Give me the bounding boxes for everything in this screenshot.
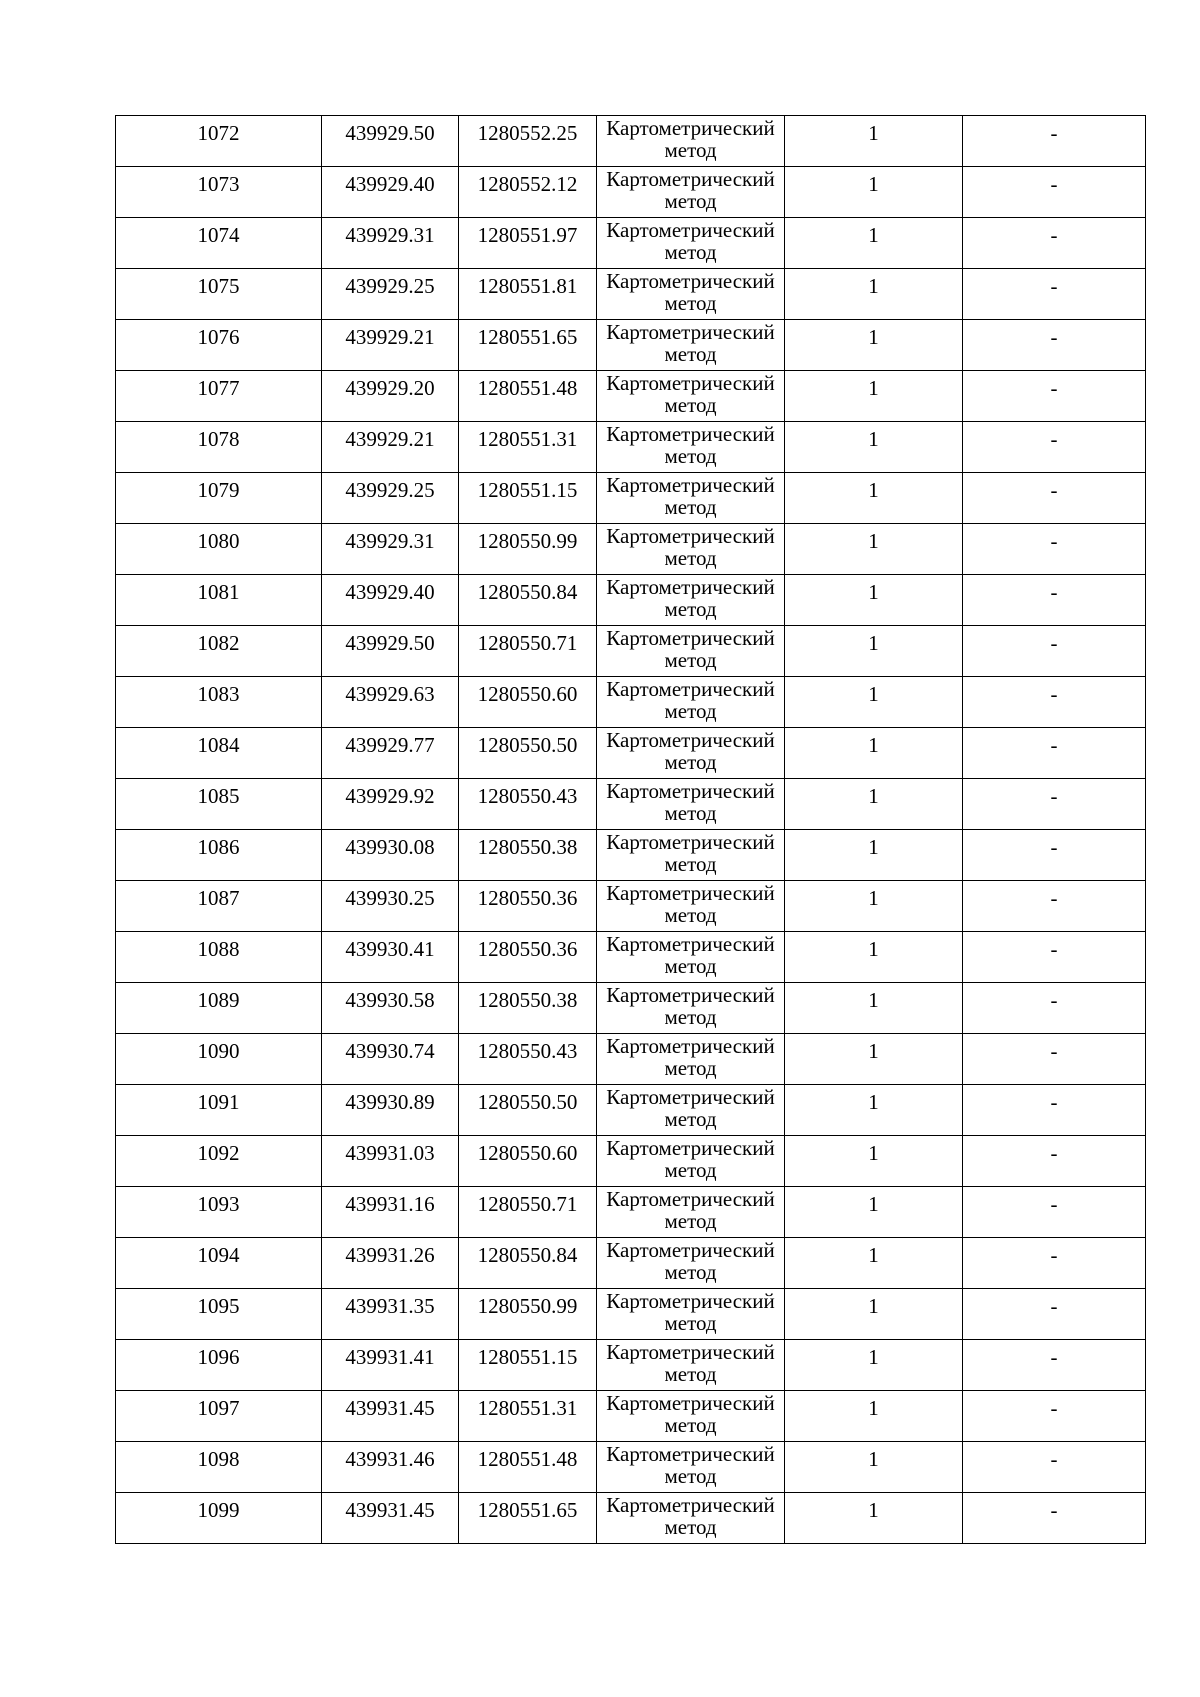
table-row	[116, 881, 1146, 932]
method-cell	[597, 626, 785, 677]
method-line-1: Картометрический	[606, 830, 775, 854]
y-coordinate-cell: 1280550.99	[459, 524, 597, 575]
note-cell: -	[963, 1085, 1146, 1136]
y-coordinate-cell: 1280550.71	[459, 626, 597, 677]
note-cell: -	[963, 1289, 1146, 1340]
x-coordinate-cell: 439930.58	[322, 983, 459, 1034]
table-row	[116, 1136, 1146, 1187]
y-coordinate-cell: 1280551.97	[459, 218, 597, 269]
x-coordinate-cell: 439929.50	[322, 116, 459, 167]
accuracy-cell: 1	[785, 167, 963, 218]
method-line-2: метод	[664, 1158, 717, 1182]
x-coordinate-cell: 439929.31	[322, 218, 459, 269]
method-line-2: метод	[664, 852, 717, 876]
method-line-2: метод	[664, 801, 717, 825]
note-cell: -	[963, 116, 1146, 167]
x-coordinate-cell: 439931.41	[322, 1340, 459, 1391]
table-row	[116, 779, 1146, 830]
table-row	[116, 1187, 1146, 1238]
note-cell: -	[963, 677, 1146, 728]
y-coordinate-cell: 1280551.31	[459, 1391, 597, 1442]
y-coordinate-cell: 1280551.15	[459, 1340, 597, 1391]
point-number-cell: 1086	[116, 830, 322, 881]
method-cell	[597, 1238, 785, 1289]
y-coordinate-cell: 1280551.81	[459, 269, 597, 320]
method-cell	[597, 116, 785, 167]
accuracy-cell: 1	[785, 1136, 963, 1187]
table-row	[116, 830, 1146, 881]
method-line-2: метод	[664, 1362, 717, 1386]
method-cell	[597, 932, 785, 983]
method-line-1: Картометрический	[606, 779, 775, 803]
note-cell: -	[963, 473, 1146, 524]
method-line-2: метод	[664, 1209, 717, 1233]
accuracy-cell: 1	[785, 1289, 963, 1340]
x-coordinate-cell: 439930.25	[322, 881, 459, 932]
method-line-1: Картометрический	[606, 626, 775, 650]
point-number-cell: 1078	[116, 422, 322, 473]
y-coordinate-cell: 1280551.48	[459, 1442, 597, 1493]
method-line-2: метод	[664, 1056, 717, 1080]
note-cell: -	[963, 881, 1146, 932]
table-row	[116, 1442, 1146, 1493]
method-cell	[597, 1034, 785, 1085]
table-row	[116, 371, 1146, 422]
method-line-1: Картометрический	[606, 575, 775, 599]
y-coordinate-cell: 1280550.60	[459, 1136, 597, 1187]
point-number-cell: 1099	[116, 1493, 322, 1544]
x-coordinate-cell: 439930.89	[322, 1085, 459, 1136]
x-coordinate-cell: 439929.20	[322, 371, 459, 422]
note-cell: -	[963, 1391, 1146, 1442]
x-coordinate-cell: 439929.50	[322, 626, 459, 677]
accuracy-cell: 1	[785, 371, 963, 422]
x-coordinate-cell: 439929.92	[322, 779, 459, 830]
point-number-cell: 1073	[116, 167, 322, 218]
note-cell: -	[963, 167, 1146, 218]
point-number-cell: 1095	[116, 1289, 322, 1340]
y-coordinate-cell: 1280550.43	[459, 1034, 597, 1085]
table-row	[116, 116, 1146, 167]
method-line-1: Картометрический	[606, 422, 775, 446]
table-row	[116, 473, 1146, 524]
accuracy-cell: 1	[785, 830, 963, 881]
note-cell: -	[963, 1340, 1146, 1391]
method-line-1: Картометрический	[606, 1085, 775, 1109]
method-line-1: Картометрический	[606, 371, 775, 395]
method-line-2: метод	[664, 1413, 717, 1437]
method-line-1: Картометрический	[606, 881, 775, 905]
point-number-cell: 1079	[116, 473, 322, 524]
method-line-1: Картометрический	[606, 167, 775, 191]
y-coordinate-cell: 1280550.50	[459, 728, 597, 779]
accuracy-cell: 1	[785, 473, 963, 524]
method-cell	[597, 422, 785, 473]
x-coordinate-cell: 439931.03	[322, 1136, 459, 1187]
table-row	[116, 1238, 1146, 1289]
point-number-cell: 1097	[116, 1391, 322, 1442]
note-cell: -	[963, 1493, 1146, 1544]
y-coordinate-cell: 1280550.84	[459, 1238, 597, 1289]
method-line-1: Картометрический	[606, 677, 775, 701]
point-number-cell: 1085	[116, 779, 322, 830]
x-coordinate-cell: 439930.41	[322, 932, 459, 983]
note-cell: -	[963, 1238, 1146, 1289]
method-line-1: Картометрический	[606, 728, 775, 752]
table-row	[116, 1289, 1146, 1340]
method-line-1: Картометрический	[606, 1136, 775, 1160]
note-cell: -	[963, 1187, 1146, 1238]
point-number-cell: 1081	[116, 575, 322, 626]
method-cell	[597, 1289, 785, 1340]
method-cell	[597, 218, 785, 269]
accuracy-cell: 1	[785, 218, 963, 269]
point-number-cell: 1088	[116, 932, 322, 983]
note-cell: -	[963, 269, 1146, 320]
method-line-2: метод	[664, 546, 717, 570]
accuracy-cell: 1	[785, 983, 963, 1034]
table-row	[116, 728, 1146, 779]
point-number-cell: 1072	[116, 116, 322, 167]
method-cell	[597, 1085, 785, 1136]
table-row	[116, 1340, 1146, 1391]
method-line-2: метод	[664, 342, 717, 366]
point-number-cell: 1075	[116, 269, 322, 320]
note-cell: -	[963, 779, 1146, 830]
method-cell	[597, 1493, 785, 1544]
note-cell: -	[963, 728, 1146, 779]
method-line-2: метод	[664, 1005, 717, 1029]
method-line-2: метод	[664, 291, 717, 315]
accuracy-cell: 1	[785, 320, 963, 371]
method-line-2: метод	[664, 240, 717, 264]
x-coordinate-cell: 439929.40	[322, 575, 459, 626]
method-cell	[597, 524, 785, 575]
method-line-1: Картометрический	[606, 1034, 775, 1058]
point-number-cell: 1093	[116, 1187, 322, 1238]
x-coordinate-cell: 439931.35	[322, 1289, 459, 1340]
x-coordinate-cell: 439931.26	[322, 1238, 459, 1289]
y-coordinate-cell: 1280550.60	[459, 677, 597, 728]
method-cell	[597, 269, 785, 320]
table-row	[116, 932, 1146, 983]
coordinates-table-body	[116, 116, 1146, 1544]
y-coordinate-cell: 1280550.84	[459, 575, 597, 626]
table-row	[116, 269, 1146, 320]
method-line-2: метод	[664, 1260, 717, 1284]
method-line-2: метод	[664, 1107, 717, 1131]
method-line-2: метод	[664, 444, 717, 468]
table-row	[116, 167, 1146, 218]
table-row	[116, 1493, 1146, 1544]
accuracy-cell: 1	[785, 626, 963, 677]
method-line-1: Картометрический	[606, 983, 775, 1007]
accuracy-cell: 1	[785, 932, 963, 983]
method-cell	[597, 677, 785, 728]
accuracy-cell: 1	[785, 728, 963, 779]
accuracy-cell: 1	[785, 1085, 963, 1136]
method-line-1: Картометрический	[606, 1493, 775, 1517]
note-cell: -	[963, 1136, 1146, 1187]
method-line-2: метод	[664, 495, 717, 519]
x-coordinate-cell: 439929.40	[322, 167, 459, 218]
method-line-2: метод	[664, 393, 717, 417]
accuracy-cell: 1	[785, 881, 963, 932]
method-line-2: метод	[664, 750, 717, 774]
y-coordinate-cell: 1280550.71	[459, 1187, 597, 1238]
point-number-cell: 1091	[116, 1085, 322, 1136]
method-line-2: метод	[664, 903, 717, 927]
method-cell	[597, 779, 785, 830]
table-row	[116, 575, 1146, 626]
y-coordinate-cell: 1280551.65	[459, 320, 597, 371]
method-line-2: метод	[664, 648, 717, 672]
x-coordinate-cell: 439929.77	[322, 728, 459, 779]
y-coordinate-cell: 1280551.65	[459, 1493, 597, 1544]
note-cell: -	[963, 422, 1146, 473]
y-coordinate-cell: 1280550.38	[459, 983, 597, 1034]
accuracy-cell: 1	[785, 1187, 963, 1238]
note-cell: -	[963, 830, 1146, 881]
y-coordinate-cell: 1280551.15	[459, 473, 597, 524]
method-line-2: метод	[664, 1311, 717, 1335]
coordinates-table	[115, 115, 1146, 1544]
method-cell	[597, 575, 785, 626]
point-number-cell: 1074	[116, 218, 322, 269]
y-coordinate-cell: 1280550.43	[459, 779, 597, 830]
method-cell	[597, 320, 785, 371]
point-number-cell: 1082	[116, 626, 322, 677]
point-number-cell: 1092	[116, 1136, 322, 1187]
method-line-1: Картометрический	[606, 218, 775, 242]
x-coordinate-cell: 439931.46	[322, 1442, 459, 1493]
method-line-1: Картометрический	[606, 932, 775, 956]
note-cell: -	[963, 1442, 1146, 1493]
note-cell: -	[963, 320, 1146, 371]
point-number-cell: 1089	[116, 983, 322, 1034]
table-row	[116, 422, 1146, 473]
x-coordinate-cell: 439929.31	[322, 524, 459, 575]
x-coordinate-cell: 439930.08	[322, 830, 459, 881]
method-cell	[597, 728, 785, 779]
method-line-2: метод	[664, 189, 717, 213]
x-coordinate-cell: 439930.74	[322, 1034, 459, 1085]
method-line-1: Картометрический	[606, 320, 775, 344]
note-cell: -	[963, 218, 1146, 269]
table-row	[116, 677, 1146, 728]
method-line-2: метод	[664, 954, 717, 978]
accuracy-cell: 1	[785, 1493, 963, 1544]
method-cell	[597, 1136, 785, 1187]
method-line-2: метод	[664, 1515, 717, 1539]
accuracy-cell: 1	[785, 677, 963, 728]
method-cell	[597, 371, 785, 422]
x-coordinate-cell: 439931.16	[322, 1187, 459, 1238]
point-number-cell: 1090	[116, 1034, 322, 1085]
method-cell	[597, 1442, 785, 1493]
method-line-1: Картометрический	[606, 1442, 775, 1466]
y-coordinate-cell: 1280550.38	[459, 830, 597, 881]
method-line-2: метод	[664, 1464, 717, 1488]
method-line-1: Картометрический	[606, 269, 775, 293]
method-line-1: Картометрический	[606, 1289, 775, 1313]
method-line-2: метод	[664, 138, 717, 162]
x-coordinate-cell: 439929.25	[322, 473, 459, 524]
table-row	[116, 524, 1146, 575]
x-coordinate-cell: 439931.45	[322, 1391, 459, 1442]
accuracy-cell: 1	[785, 1391, 963, 1442]
point-number-cell: 1087	[116, 881, 322, 932]
accuracy-cell: 1	[785, 779, 963, 830]
method-line-1: Картометрический	[606, 1238, 775, 1262]
point-number-cell: 1084	[116, 728, 322, 779]
method-cell	[597, 1187, 785, 1238]
point-number-cell: 1077	[116, 371, 322, 422]
y-coordinate-cell: 1280552.25	[459, 116, 597, 167]
table-row	[116, 218, 1146, 269]
table-row	[116, 1391, 1146, 1442]
method-line-1: Картометрический	[606, 1340, 775, 1364]
table-row	[116, 1085, 1146, 1136]
y-coordinate-cell: 1280550.99	[459, 1289, 597, 1340]
accuracy-cell: 1	[785, 575, 963, 626]
method-line-2: метод	[664, 699, 717, 723]
note-cell: -	[963, 1034, 1146, 1085]
note-cell: -	[963, 575, 1146, 626]
y-coordinate-cell: 1280551.31	[459, 422, 597, 473]
x-coordinate-cell: 439929.25	[322, 269, 459, 320]
accuracy-cell: 1	[785, 116, 963, 167]
method-line-1: Картометрический	[606, 1187, 775, 1211]
x-coordinate-cell: 439929.21	[322, 320, 459, 371]
note-cell: -	[963, 626, 1146, 677]
accuracy-cell: 1	[785, 269, 963, 320]
y-coordinate-cell: 1280550.36	[459, 932, 597, 983]
table-row	[116, 320, 1146, 371]
method-line-1: Картометрический	[606, 1391, 775, 1415]
point-number-cell: 1083	[116, 677, 322, 728]
point-number-cell: 1080	[116, 524, 322, 575]
y-coordinate-cell: 1280550.50	[459, 1085, 597, 1136]
x-coordinate-cell: 439931.45	[322, 1493, 459, 1544]
table-row	[116, 626, 1146, 677]
method-cell	[597, 167, 785, 218]
point-number-cell: 1096	[116, 1340, 322, 1391]
note-cell: -	[963, 524, 1146, 575]
method-line-2: метод	[664, 597, 717, 621]
method-cell	[597, 1391, 785, 1442]
method-cell	[597, 881, 785, 932]
note-cell: -	[963, 371, 1146, 422]
table-row	[116, 983, 1146, 1034]
method-cell	[597, 473, 785, 524]
accuracy-cell: 1	[785, 524, 963, 575]
method-cell	[597, 830, 785, 881]
accuracy-cell: 1	[785, 1442, 963, 1493]
point-number-cell: 1076	[116, 320, 322, 371]
method-line-1: Картометрический	[606, 524, 775, 548]
y-coordinate-cell: 1280550.36	[459, 881, 597, 932]
y-coordinate-cell: 1280552.12	[459, 167, 597, 218]
accuracy-cell: 1	[785, 1238, 963, 1289]
method-line-1: Картометрический	[606, 473, 775, 497]
point-number-cell: 1094	[116, 1238, 322, 1289]
note-cell: -	[963, 932, 1146, 983]
accuracy-cell: 1	[785, 1340, 963, 1391]
note-cell: -	[963, 983, 1146, 1034]
accuracy-cell: 1	[785, 422, 963, 473]
x-coordinate-cell: 439929.63	[322, 677, 459, 728]
method-line-1: Картометрический	[606, 116, 775, 140]
method-cell	[597, 1340, 785, 1391]
accuracy-cell: 1	[785, 1034, 963, 1085]
table-row	[116, 1034, 1146, 1085]
x-coordinate-cell: 439929.21	[322, 422, 459, 473]
point-number-cell: 1098	[116, 1442, 322, 1493]
y-coordinate-cell: 1280551.48	[459, 371, 597, 422]
method-cell	[597, 983, 785, 1034]
